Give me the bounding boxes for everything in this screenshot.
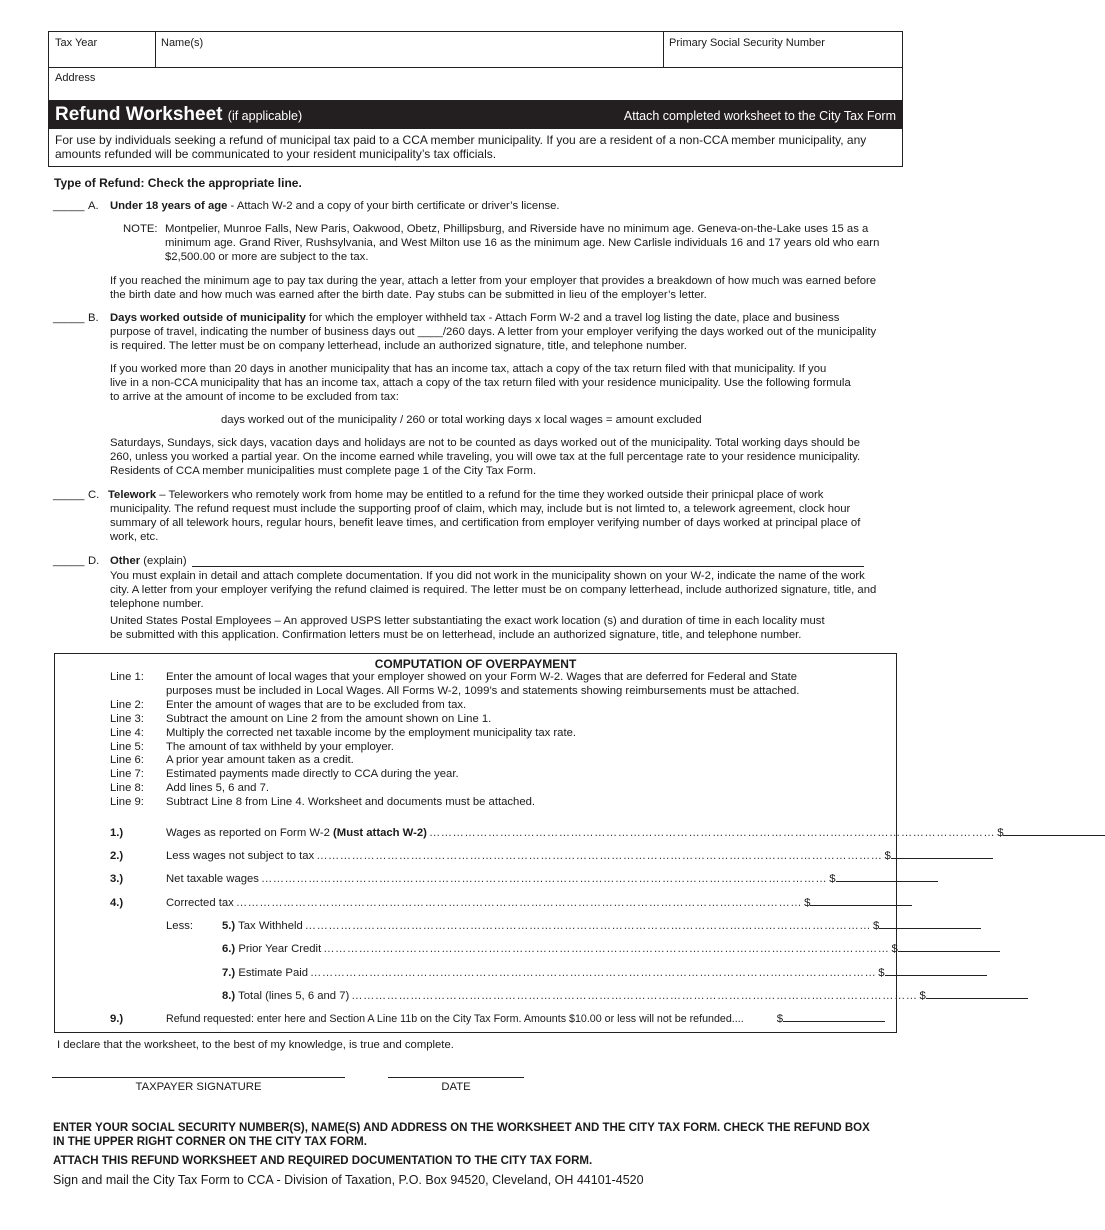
row-number: 4.) (110, 897, 124, 909)
row-label (222, 967, 308, 979)
row-label (166, 827, 427, 839)
option-c-title: Telework (108, 489, 157, 501)
option-b-desc: for which the employer withheld tax - Attach Form W-2 and a travel log listing the date, place and business (305, 312, 840, 324)
para-line: You must explain in detail and attach complete documentation. If you did not work in the municipality shown on your W-2, indicate the name of the work (110, 570, 865, 582)
option-b-letter: B. (88, 312, 99, 324)
amount-field[interactable] (873, 918, 981, 932)
option-b-desc: is required. The letter must be on company letterhead, include an authorized signature, title, and telephone number. (110, 339, 687, 352)
row-number: 8.) (222, 990, 236, 1002)
dollar-sign: $ (884, 850, 891, 862)
para-line: 260, unless you worked a partial year. On the income earned while traveling, you will owe tax at the full percentage rate to your residence municipality. (110, 450, 861, 463)
option-a-text (110, 200, 560, 214)
line-text: Estimated payments made directly to CCA during the year. (166, 768, 459, 781)
option-a-checkbox-line[interactable]: _____ (53, 200, 85, 212)
option-d-letter: D. (88, 555, 100, 567)
leader-dots: ……………………………………………………………………………………………………………………………… (235, 897, 803, 909)
line-text: Multiply the corrected net taxable income by the employment municipality tax rate. (166, 726, 577, 739)
option-c-letter: C. (88, 489, 100, 501)
option-d-title: Other (110, 555, 141, 567)
option-c-checkbox-line[interactable]: _____ (53, 489, 85, 501)
row-label: Corrected tax (166, 897, 234, 909)
type-heading: Type of Refund: Check the appropriate line. (54, 176, 302, 190)
calc-row-8 (110, 988, 926, 1002)
names-label: Name(s) (161, 37, 204, 49)
row-text: Tax Withheld (235, 920, 303, 932)
amount-line[interactable] (879, 918, 981, 929)
amount-line[interactable] (926, 988, 1028, 999)
title-instruction: Attach completed worksheet to the City Tax Form (623, 109, 896, 123)
row-number: 5.) (222, 920, 236, 932)
note-label: NOTE: (123, 223, 158, 235)
para-line: work, etc. (110, 530, 159, 543)
calc-row-5 (110, 918, 885, 932)
row-number: 1.) (110, 827, 124, 839)
para-line: United States Postal Employees – An approved USPS letter substantiating the exact work location (s) and duration of time in each locality must (110, 615, 825, 627)
para-line: city. A letter from your employer verifying the refund claimed is required. The letter must be on company letterhead, include authorized signature, title, and (110, 583, 877, 596)
leader-dots: ……………………………………………………………………………………………………………………………… (316, 850, 883, 862)
note-text (165, 223, 879, 264)
calc-row-1 (110, 825, 1004, 839)
row-text: Prior Year Credit (235, 943, 322, 955)
leader-dots: ……………………………………………………………………………………………………………………………… (310, 967, 877, 979)
amount-field[interactable] (884, 848, 992, 862)
intro-text: For use by individuals seeking a refund of municipal tax paid to a CCA member municipality. If you are a resident of a non-CCA member municipality, any amounts refunded will be communicated to your resident municipality’s tax officials. (48, 129, 903, 167)
row-number: 6.) (222, 943, 236, 955)
footer-instruction (53, 1122, 870, 1149)
line-label: Line 3: (110, 712, 144, 725)
calc-row-9 (110, 1011, 885, 1025)
date-label: DATE (441, 1081, 471, 1093)
amount-line[interactable] (836, 871, 938, 882)
para-line: be submitted with this application. Confirmation letters must be on letterhead, include an authorized signature, title, and telephone number. (110, 628, 802, 641)
option-d-paragraph-2 (110, 615, 825, 643)
para-line: Residents of CCA member municipalities must complete page 1 of the City Tax Form. (110, 464, 537, 477)
para-line: Saturdays, Sundays, sick days, vacation days and holidays are not to be counted as days worked out of the municipality. Total working days should be (110, 437, 861, 449)
option-d-explain: (explain) (140, 555, 187, 567)
days-out-field[interactable]: ____ (417, 325, 443, 338)
dollar-sign: $ (997, 827, 1004, 839)
para-line: municipality. The refund request must include the supporting proof of claim, which may, include but is not limted to, a telework agreement, clock hour (110, 503, 851, 515)
instruction-row (110, 782, 799, 796)
line-text: Subtract Line 8 from Line 4. Worksheet and documents must be attached. (166, 796, 536, 809)
row-label (222, 920, 303, 932)
instruction-row (110, 685, 799, 699)
option-d-checkbox-line[interactable]: _____ (53, 555, 85, 567)
line-text: The amount of tax withheld by your employer. (166, 740, 394, 753)
signature-label: TAXPAYER SIGNATURE (135, 1081, 262, 1093)
leader-dots: ……………………………………………………………………………………………………………………………… (428, 827, 996, 839)
instruction-row (110, 741, 799, 755)
option-b-text (110, 312, 876, 353)
dollar-sign: $ (873, 920, 880, 932)
dollar-sign: $ (891, 943, 898, 955)
leader-dots: ……………………………………………………………………………………………………………………………… (351, 990, 918, 1002)
leader-dots: ……………………………………………………………………………………………………………………………… (260, 873, 828, 885)
row-label (222, 943, 321, 955)
amount-line[interactable] (783, 1011, 885, 1022)
instruction-row (110, 671, 799, 685)
option-b-desc: /260 days. A letter from your employer verifying the days worked out of the municipality (442, 325, 877, 338)
amount-field[interactable] (829, 871, 937, 885)
line-label: Line 8: (110, 782, 144, 795)
amount-line[interactable] (810, 895, 912, 906)
instruction-row (110, 768, 799, 782)
line-text: A prior year amount taken as a credit. (166, 754, 354, 767)
amount-line[interactable] (898, 941, 1000, 952)
row-label (222, 990, 349, 1002)
option-d-paragraph-1 (110, 570, 876, 611)
row-label: Net taxable wages (166, 873, 259, 885)
dollar-sign: $ (804, 897, 811, 909)
instruction-row (110, 713, 799, 727)
calc-row-4 (110, 895, 885, 909)
line-text: Add lines 5, 6 and 7. (166, 782, 270, 795)
amount-line[interactable] (885, 965, 987, 976)
row-label: Refund requested: enter here and Section A Line 11b on the City Tax Form. Amounts $10.00 or less will not be refunded.... (166, 1013, 744, 1025)
line-label: Line 5: (110, 740, 144, 753)
signature-line[interactable] (52, 1077, 345, 1078)
option-b-paragraph-1 (110, 363, 851, 404)
row-text-bold: (Must attach W-2) (333, 827, 427, 839)
line-instructions (110, 671, 799, 810)
calc-row-7 (110, 965, 885, 979)
instruction-row (110, 754, 799, 768)
footer-mailing: Sign and mail the City Tax Form to CCA - Division of Taxation, P.O. Box 94520, Cleveland, OH 44101-4520 (53, 1173, 644, 1187)
line-label: Line 6: (110, 754, 144, 767)
option-a-letter: A. (88, 200, 99, 212)
para-line: If you worked more than 20 days in another municipality that has an income tax, attach a copy of the tax return filed with that municipality. If you (110, 363, 827, 375)
line-text: Subtract the amount on Line 2 from the amount shown on Line 1. (166, 712, 492, 725)
page-title (55, 104, 302, 126)
para-line: telephone number. (110, 597, 204, 610)
line-label: Line 2: (110, 698, 144, 711)
calc-row-6 (110, 941, 898, 955)
row-text: Total (lines 5, 6 and 7) (235, 990, 350, 1002)
para-line: the birth date and how much was earned after the birth date. Pay stubs can be submitted in lieu of the employer’s letter. (110, 288, 707, 301)
amount-field[interactable] (804, 895, 912, 909)
row-text: Estimate Paid (235, 967, 309, 979)
para-line: live in a non-CCA municipality that has an income tax, attach a copy of the tax return filed with your residence municipality. Use the following formula (110, 376, 851, 389)
line-label: Line 7: (110, 768, 144, 781)
amount-line[interactable] (891, 848, 993, 859)
title-main: Refund Worksheet (55, 104, 223, 125)
option-b-checkbox-line[interactable]: _____ (53, 312, 85, 324)
title-bar (48, 101, 903, 129)
row-number: 9.) (110, 1013, 124, 1025)
amount-field[interactable] (920, 988, 1028, 1002)
dollar-sign: $ (829, 873, 836, 885)
footer-attach: ATTACH THIS REFUND WORKSHEET AND REQUIRED DOCUMENTATION TO THE CITY TAX FORM. (53, 1155, 593, 1167)
dollar-sign: $ (919, 990, 926, 1002)
explain-input-line[interactable] (192, 566, 864, 567)
ssn-field[interactable] (663, 32, 903, 67)
note-line: Montpelier, Munroe Falls, New Paris, Oakwood, Obetz, Phillipsburg, and Riverside have no minimum age. Geneva-on-the-Lake uses 15 as a (165, 223, 869, 235)
line-label: Line 9: (110, 796, 144, 809)
date-line[interactable] (388, 1077, 524, 1078)
line-text: purposes must be included in Local Wages. All Forms W-2, 1099’s and statements showing reimbursements must be attached. (166, 684, 800, 697)
line-text: Enter the amount of local wages that your employer showed on your Form W-2. Wages that are deferred for Federal and State (166, 671, 798, 683)
computation-box (54, 653, 1004, 1033)
option-b-paragraph-2 (110, 437, 860, 478)
instruction-row (110, 727, 799, 741)
dollar-sign: $ (776, 1013, 783, 1025)
line-label: Line 4: (110, 726, 144, 739)
option-a-title: Under 18 years of age (110, 200, 228, 212)
calc-row-2 (110, 848, 891, 862)
row-number: 3.) (110, 873, 124, 885)
row-number: 7.) (222, 967, 236, 979)
amount-field[interactable] (878, 965, 986, 979)
para-line: summary of all telework hours, regular hours, benefit leave times, and certification from employer verifying number of days worked at principal place of (110, 516, 861, 529)
line-label (110, 685, 166, 699)
tax-year-field[interactable] (49, 32, 155, 67)
line-label: Line 1: (110, 671, 144, 683)
header-box (48, 31, 903, 101)
declaration: I declare that the worksheet, to the best of my knowledge, is true and complete. (57, 1039, 454, 1051)
computation-title: COMPUTATION OF OVERPAYMENT (374, 657, 577, 671)
option-a-desc: - Attach W-2 and a copy of your birth certificate or driver’s license. (227, 200, 560, 212)
instruction-row (110, 699, 799, 713)
formula: days worked out of the municipality / 260 or total working days x local wages = amount excluded (221, 414, 702, 426)
less-label: Less: (166, 920, 194, 932)
calc-row-3 (110, 871, 885, 885)
line-text: Enter the amount of wages that are to be excluded from tax. (166, 698, 467, 711)
dollar-sign: $ (878, 967, 885, 979)
ssn-label: Primary Social Security Number (669, 37, 825, 49)
row-label: Less wages not subject to tax (166, 850, 315, 862)
amount-field[interactable] (891, 941, 999, 955)
footer-line: IN THE UPPER RIGHT CORNER ON THE CITY TAX FORM. (53, 1135, 367, 1148)
address-field[interactable] (49, 67, 902, 101)
note-line: $2,500.00 or more are subject to the tax. (165, 250, 369, 263)
note-line: minimum age. Grand River, Rushsylvania, and West Milton use 16 as the minimum age. New Carlisle individuals 16 and 17 years old who earn (165, 236, 880, 249)
row-number: 2.) (110, 850, 124, 862)
row-text: Wages as reported on Form W-2 (166, 827, 334, 839)
instruction-row (110, 796, 799, 810)
tax-year-label: Tax Year (55, 37, 98, 49)
para-line: to arrive at the amount of income to be excluded from tax: (110, 390, 399, 403)
names-field[interactable] (155, 32, 663, 67)
option-d-text (110, 555, 187, 569)
amount-line[interactable] (1003, 825, 1105, 836)
footer-line: ENTER YOUR SOCIAL SECURITY NUMBER(S), NAME(S) AND ADDRESS ON THE WORKSHEET AND THE CITY TAX FORM. CHECK THE REFUND BOX (53, 1122, 870, 1134)
leader-dots: ……………………………………………………………………………………………………………………………… (323, 943, 890, 955)
title-sub: (if applicable) (227, 109, 303, 123)
option-c-text (108, 489, 823, 503)
address-label: Address (55, 72, 96, 84)
option-c-continued (110, 503, 860, 544)
option-b-title: Days worked outside of municipality (110, 312, 306, 324)
para-line: If you reached the minimum age to pay tax during the year, attach a letter from your employer that provides a breakdown of how much was earned before (110, 275, 877, 287)
amount-field[interactable] (777, 1011, 885, 1025)
option-c-desc: – Teleworkers who remotely work from home may be entitled to a refund for the time they worked outside their prinicpal place of work (156, 489, 824, 501)
leader-dots: ……………………………………………………………………………………………………………………………… (304, 920, 872, 932)
option-a-paragraph (110, 275, 876, 303)
option-b-desc: purpose of travel, indicating the number of business days out (110, 325, 418, 338)
amount-field[interactable] (997, 825, 1105, 839)
